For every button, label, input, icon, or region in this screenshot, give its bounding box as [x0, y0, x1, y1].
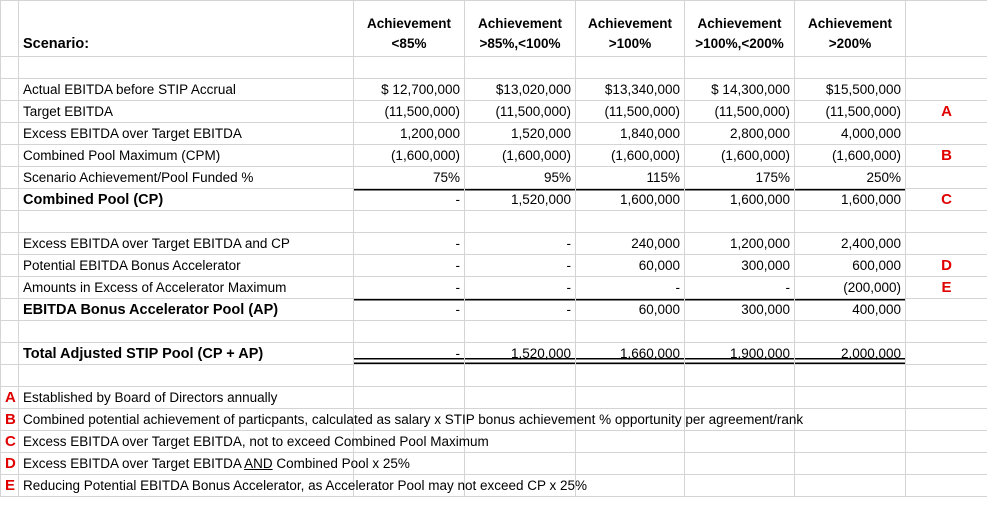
- row-value-2[interactable]: -: [465, 299, 576, 321]
- footnote-text-wrap: [23, 476, 587, 496]
- empty-cell[interactable]: [354, 321, 465, 343]
- footnote-empty-cell[interactable]: [465, 453, 576, 475]
- footnote-empty-cell[interactable]: [576, 475, 685, 497]
- row-label[interactable]: Combined Pool Maximum (CPM): [19, 145, 354, 167]
- footnote-text-wrap: [23, 432, 489, 452]
- footnote-trailing-cell[interactable]: [906, 431, 987, 453]
- footnote-trailing-cell[interactable]: [906, 387, 987, 409]
- table-row: [1, 79, 987, 101]
- row-value-3[interactable]: 60,000: [576, 299, 685, 321]
- column-header-line1: Achievement: [477, 16, 563, 31]
- footnote-empty-cell[interactable]: [465, 387, 576, 409]
- footnote-letter: C: [1, 431, 19, 453]
- footnote-text-before: Excess EBITDA over Target EBITDA: [23, 455, 245, 471]
- empty-cell[interactable]: [465, 365, 576, 387]
- column-header-line1: Achievement: [366, 16, 452, 31]
- row-note-marker: B: [906, 145, 987, 167]
- empty-cell[interactable]: [685, 365, 795, 387]
- row-value-2[interactable]: 95%: [465, 167, 576, 189]
- footnote-empty-cell[interactable]: [685, 431, 795, 453]
- footnote-text[interactable]: [19, 453, 410, 475]
- row-note-marker: E: [906, 277, 987, 299]
- row-value-1[interactable]: -: [354, 277, 465, 299]
- row-value-3[interactable]: 1,660,000: [576, 343, 685, 365]
- column-header-5[interactable]: [795, 1, 906, 57]
- row-value-5[interactable]: (1,600,000): [795, 145, 906, 167]
- table-body: [1, 1, 987, 497]
- row-value-1[interactable]: -: [354, 255, 465, 277]
- empty-cell[interactable]: [19, 211, 354, 233]
- table-row: [1, 189, 987, 211]
- footnote-text-wrap: [23, 410, 803, 430]
- column-header-1[interactable]: [354, 1, 465, 57]
- spacer-row: [1, 321, 987, 343]
- footnote-letter: A: [1, 387, 19, 409]
- footnote-text-before: Excess EBITDA over Target EBITDA, not to exceed Combined Pool Maximum: [23, 433, 489, 449]
- header-note-cell: [906, 1, 987, 57]
- row-label[interactable]: Excess EBITDA over Target EBITDA and CP: [19, 233, 354, 255]
- row-value-1[interactable]: -: [354, 343, 465, 365]
- row-value-5[interactable]: (11,500,000): [795, 101, 906, 123]
- column-header-line2: <85%: [391, 36, 427, 51]
- row-note-marker: [906, 79, 987, 101]
- footnote-text-before: Combined potential achievement of particpants, calculated as salary x STIP bonus achievement % opportunity per agreement/rank: [23, 411, 804, 427]
- row-value-3[interactable]: -: [576, 277, 685, 299]
- row-label[interactable]: Potential EBITDA Bonus Accelerator: [19, 255, 354, 277]
- row-value-1[interactable]: -: [354, 189, 465, 211]
- footnote-row: [1, 387, 987, 409]
- column-header-line1: Achievement: [587, 16, 673, 31]
- row-gutter-cell: [1, 299, 19, 321]
- row-value-1[interactable]: -: [354, 233, 465, 255]
- footnote-empty-cell[interactable]: [685, 475, 795, 497]
- footnote-letter: E: [1, 475, 19, 497]
- footnote-text[interactable]: [19, 409, 804, 431]
- empty-cell[interactable]: [1, 57, 19, 79]
- row-value-3[interactable]: 60,000: [576, 255, 685, 277]
- footnote-row: [1, 475, 987, 497]
- column-header-3[interactable]: [576, 1, 685, 57]
- footnote-empty-cell[interactable]: [795, 431, 906, 453]
- empty-cell[interactable]: [354, 365, 465, 387]
- column-header-line1: Achievement: [807, 16, 893, 31]
- column-header-4[interactable]: [685, 1, 795, 57]
- empty-cell[interactable]: [906, 365, 987, 387]
- row-value-4[interactable]: 2,800,000: [685, 123, 795, 145]
- row-value-1[interactable]: (11,500,000): [354, 101, 465, 123]
- row-value-2[interactable]: 1,520,000: [465, 123, 576, 145]
- row-value-3[interactable]: 1,840,000: [576, 123, 685, 145]
- empty-cell[interactable]: [19, 365, 354, 387]
- row-value-5[interactable]: $15,500,000: [795, 79, 906, 101]
- empty-cell[interactable]: [576, 211, 685, 233]
- row-value-2[interactable]: -: [465, 255, 576, 277]
- empty-cell[interactable]: [465, 211, 576, 233]
- empty-cell[interactable]: [19, 321, 354, 343]
- row-note-marker: D: [906, 255, 987, 277]
- row-value-2[interactable]: -: [465, 233, 576, 255]
- row-value-3[interactable]: 115%: [576, 167, 685, 189]
- table-row: [1, 343, 987, 365]
- footnote-empty-cell[interactable]: [685, 387, 795, 409]
- row-value-1[interactable]: (1,600,000): [354, 145, 465, 167]
- table-row: [1, 101, 987, 123]
- row-gutter-cell: [1, 123, 19, 145]
- empty-cell[interactable]: [906, 321, 987, 343]
- row-value-4[interactable]: -: [685, 277, 795, 299]
- row-label[interactable]: Scenario Achievement/Pool Funded %: [19, 167, 354, 189]
- row-label[interactable]: Excess EBITDA over Target EBITDA: [19, 123, 354, 145]
- table-row: [1, 299, 987, 321]
- row-label[interactable]: Target EBITDA: [19, 101, 354, 123]
- footnote-empty-cell[interactable]: [795, 453, 906, 475]
- footnote-letter: D: [1, 453, 19, 475]
- empty-cell[interactable]: [354, 57, 465, 79]
- row-value-3[interactable]: 240,000: [576, 233, 685, 255]
- footnote-row: [1, 431, 987, 453]
- empty-cell[interactable]: [685, 57, 795, 79]
- row-value-4[interactable]: 175%: [685, 167, 795, 189]
- footnote-empty-cell[interactable]: [795, 475, 906, 497]
- empty-cell[interactable]: [1, 365, 19, 387]
- row-value-4[interactable]: 1,200,000: [685, 233, 795, 255]
- row-value-2[interactable]: (11,500,000): [465, 101, 576, 123]
- footnote-text-wrap: [23, 454, 410, 474]
- footnote-empty-cell[interactable]: [795, 409, 906, 431]
- empty-cell[interactable]: [795, 365, 906, 387]
- row-value-5[interactable]: 400,000: [795, 299, 906, 321]
- footnote-empty-cell[interactable]: [685, 453, 795, 475]
- row-note-marker: C: [906, 189, 987, 211]
- row-gutter-cell: [1, 277, 19, 299]
- row-value-3[interactable]: (1,600,000): [576, 145, 685, 167]
- empty-cell[interactable]: [576, 321, 685, 343]
- row-value-4[interactable]: 1,600,000: [685, 189, 795, 211]
- row-gutter-cell: [1, 145, 19, 167]
- table-row: [1, 255, 987, 277]
- empty-cell[interactable]: [795, 321, 906, 343]
- row-gutter-cell: [1, 101, 19, 123]
- row-gutter-cell: [1, 189, 19, 211]
- row-label[interactable]: EBITDA Bonus Accelerator Pool (AP): [19, 299, 354, 321]
- row-label[interactable]: Amounts in Excess of Accelerator Maximum: [19, 277, 354, 299]
- row-note-marker: [906, 233, 987, 255]
- footnote-row: [1, 409, 987, 431]
- empty-cell[interactable]: [685, 211, 795, 233]
- column-header-2[interactable]: [465, 1, 576, 57]
- row-value-5[interactable]: 1,600,000: [795, 189, 906, 211]
- row-value-3[interactable]: (11,500,000): [576, 101, 685, 123]
- spacer-row: [1, 57, 987, 79]
- empty-cell[interactable]: [906, 211, 987, 233]
- empty-cell[interactable]: [354, 211, 465, 233]
- row-note-marker: [906, 343, 987, 365]
- row-value-2[interactable]: 1,520,000: [465, 343, 576, 365]
- row-value-4[interactable]: (11,500,000): [685, 101, 795, 123]
- footnote-text-wrap: [23, 388, 277, 408]
- empty-cell[interactable]: [1, 321, 19, 343]
- column-header-line1: Achievement: [697, 16, 782, 31]
- footnote-text-underlined: AND: [244, 455, 273, 471]
- row-value-5[interactable]: 2,400,000: [795, 233, 906, 255]
- row-gutter-cell: [1, 255, 19, 277]
- row-value-4[interactable]: $ 14,300,000: [685, 79, 795, 101]
- row-value-4[interactable]: (1,600,000): [685, 145, 795, 167]
- empty-cell[interactable]: [465, 321, 576, 343]
- row-value-4[interactable]: 300,000: [685, 255, 795, 277]
- footnote-empty-cell[interactable]: [576, 453, 685, 475]
- footnote-text[interactable]: [19, 387, 354, 409]
- spacer-row: [1, 365, 987, 387]
- spacer-row: [1, 211, 987, 233]
- header-gutter-cell: [1, 1, 19, 57]
- column-header-line2: >100%: [608, 36, 652, 51]
- footnote-row: [1, 453, 987, 475]
- empty-cell[interactable]: [795, 57, 906, 79]
- row-gutter-cell: [1, 343, 19, 365]
- table-row: [1, 233, 987, 255]
- row-value-2[interactable]: -: [465, 277, 576, 299]
- scenario-header-label: Scenario:: [19, 1, 354, 57]
- column-header-line2: >100%,<200%: [695, 36, 784, 51]
- table-row: [1, 123, 987, 145]
- footnote-trailing-cell[interactable]: [906, 409, 987, 431]
- footnote-empty-cell[interactable]: [795, 387, 906, 409]
- footnote-text-before: Established by Board of Directors annually: [23, 389, 278, 405]
- row-gutter-cell: [1, 79, 19, 101]
- row-value-2[interactable]: 1,520,000: [465, 189, 576, 211]
- row-note-marker: [906, 123, 987, 145]
- row-label[interactable]: Total Adjusted STIP Pool (CP + AP): [19, 343, 354, 365]
- row-note-marker: [906, 299, 987, 321]
- footnote-text[interactable]: [19, 475, 588, 497]
- row-value-5[interactable]: 4,000,000: [795, 123, 906, 145]
- table-row: [1, 167, 987, 189]
- row-value-3[interactable]: 1,600,000: [576, 189, 685, 211]
- footnote-empty-cell[interactable]: [354, 387, 465, 409]
- empty-cell[interactable]: [465, 57, 576, 79]
- footnote-text-before: Reducing Potential EBITDA Bonus Accelerator, as Accelerator Pool may not exceed CP x 25%: [23, 477, 588, 493]
- row-value-5[interactable]: (200,000): [795, 277, 906, 299]
- footnote-text[interactable]: [19, 431, 489, 453]
- row-value-1[interactable]: 75%: [354, 167, 465, 189]
- row-gutter-cell: [1, 233, 19, 255]
- row-value-4[interactable]: 300,000: [685, 299, 795, 321]
- row-value-5[interactable]: 250%: [795, 167, 906, 189]
- row-value-2[interactable]: (1,600,000): [465, 145, 576, 167]
- empty-cell[interactable]: [576, 365, 685, 387]
- row-value-1[interactable]: $ 12,700,000: [354, 79, 465, 101]
- row-note-marker: A: [906, 101, 987, 123]
- row-value-4[interactable]: 1,900,000: [685, 343, 795, 365]
- empty-cell[interactable]: [1, 211, 19, 233]
- row-value-2[interactable]: $13,020,000: [465, 79, 576, 101]
- table-row: [1, 145, 987, 167]
- row-label[interactable]: Combined Pool (CP): [19, 189, 354, 211]
- empty-cell[interactable]: [795, 211, 906, 233]
- table-header-row: [1, 1, 987, 57]
- row-value-1[interactable]: -: [354, 299, 465, 321]
- footnote-letter: B: [1, 409, 19, 431]
- table-row: [1, 277, 987, 299]
- empty-cell[interactable]: [19, 57, 354, 79]
- empty-cell[interactable]: [685, 321, 795, 343]
- row-value-5[interactable]: 2,000,000: [795, 343, 906, 365]
- empty-cell[interactable]: [906, 57, 987, 79]
- empty-cell[interactable]: [576, 57, 685, 79]
- row-value-5[interactable]: 600,000: [795, 255, 906, 277]
- row-gutter-cell: [1, 167, 19, 189]
- footnote-trailing-cell[interactable]: [906, 453, 987, 475]
- footnote-empty-cell[interactable]: [576, 387, 685, 409]
- footnote-text-after: Combined Pool x 25%: [272, 455, 410, 471]
- row-note-marker: [906, 167, 987, 189]
- column-header-line2: >85%,<100%: [479, 36, 561, 51]
- footnote-empty-cell[interactable]: [576, 431, 685, 453]
- row-label[interactable]: Actual EBITDA before STIP Accrual: [19, 79, 354, 101]
- row-value-3[interactable]: $13,340,000: [576, 79, 685, 101]
- footnote-trailing-cell[interactable]: [906, 475, 987, 497]
- column-header-line2: >200%: [828, 36, 872, 51]
- row-value-1[interactable]: 1,200,000: [354, 123, 465, 145]
